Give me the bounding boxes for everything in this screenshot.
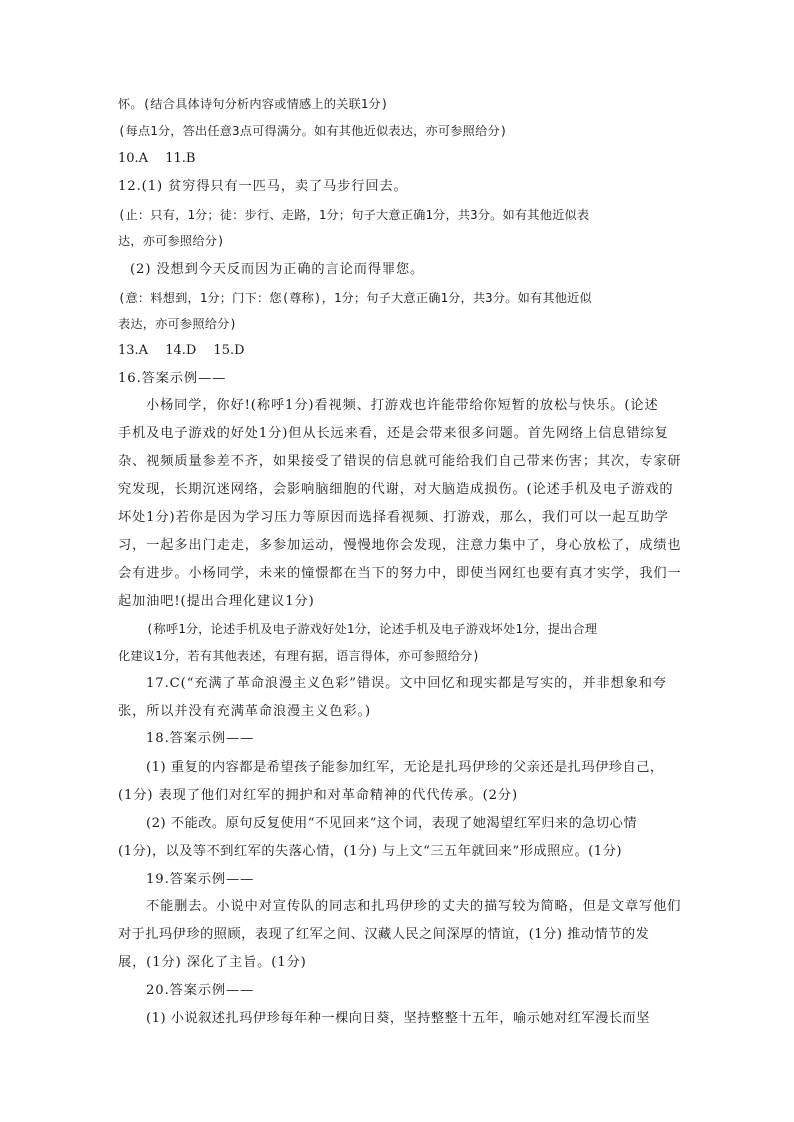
text-line: (每点1分，答出任意3点可得满分。如有其他近似表达，亦可参照给分) [118,124,508,138]
text-line: (1) 小说叙述扎玛伊珍每年种一棵向日葵，坚持整整十五年，喻示她对红军漫长而坚 [146,1011,650,1026]
text-line: (意：料想到，1分；门下：您(尊称)，1分；句子大意正确1分，共3分。如有其他近似 [118,291,592,305]
text-line: 13.A 14.D 15.D [118,343,245,358]
text-line: 习，一起多出门走走，多参加运动，慢慢地你会发现，注意力集中了，身心放松了，成绩也 [118,538,682,553]
text-line: 小杨同学，你好!(称呼1分)看视频、打游戏也许能带给你短暂的放松与快乐。(论述 [146,398,659,413]
text-line: 究发现，长期沉迷网络，会影响脑细胞的代谢，对大脑造成损伤。(论述手机及电子游戏的 [118,482,674,497]
text-line: 达，亦可参照给分) [118,234,225,248]
text-line: 17.C(“充满了革命浪漫主义色彩”错误。文中回忆和现实都是写实的，并非想象和夸 [146,676,667,691]
text-line: 张，所以并没有充满革命浪漫主义色彩。) [118,704,372,719]
text-line: 怀。(结合具体诗句分析内容或情感上的关联1分) [118,97,389,111]
text-line: 12.(1) 贫穷得只有一匹马，卖了马步行回去。 [118,179,408,194]
text-line: 化建议1分，若有其他表述，有理有据，语言得体，亦可参照给分) [118,649,480,663]
text-line: 杂、视频质量参差不齐，如果接受了错误的信息就可能给我们自己带来伤害；其次，专家研 [118,454,682,469]
text-line: 坏处1分)若你是因为学习压力等原因而选择看视频、打游戏，那么，我们可以一起互助学 [118,510,669,525]
text-line: 起加油吧!(提出合理化建议1分) [118,594,315,609]
text-line: (2) 不能改。原句反复使用“不见回来”这个词，表现了她渴望红军归来的急切心情 [146,816,638,831]
text-line: (2) 没想到今天反而因为正确的言论而得罪您。 [130,262,425,277]
text-line: 会有进步。小杨同学，未来的憧憬都在当下的努力中，即使当网红也要有真才实学，我们一 [118,566,682,581]
text-line: 表达，亦可参照给分) [118,317,238,331]
text-line: 16.答案示例—— [118,371,227,386]
text-line: 展，(1分) 深化了主旨。(1分) [118,955,307,970]
text-line: 19.答案示例—— [146,872,255,887]
text-line: 对于扎玛伊珍的照顾，表现了红军之间、汉藏人民之间深厚的情谊，(1分) 推动情节的发 [118,927,650,942]
text-line: (1) 重复的内容都是希望孩子能参加红军，无论是扎玛伊珍的父亲还是扎玛伊珍自己， [146,760,664,775]
text-line: 10.A 11.B [118,151,196,166]
text-line: (1分)，以及等不到红军的失落心情，(1分) 与上文“三五年就回来”形成照应。(1分) [118,844,623,859]
text-line: 不能删去。小说中对宣传队的同志和扎玛伊珍的丈夫的描写较为简略，但是文章写他们 [146,899,682,914]
text-line: 20.答案示例—— [146,983,255,998]
text-line: (1分) 表现了他们对红军的拥护和对革命精神的代代传承。(2分) [118,788,519,803]
text-line: 18.答案示例—— [146,731,255,746]
text-line: 手机及电子游戏的好处1分)但从长远来看，还是会带来很多问题。首先网络上信息错综复 [118,426,669,441]
text-line: (称呼1分，论述手机及电子游戏好处1分，论述手机及电子游戏坏处1分，提出合理 [146,622,598,636]
text-line: (止：只有，1分；徒：步行、走路，1分；句子大意正确1分，共3分。如有其他近似表 [118,208,590,222]
